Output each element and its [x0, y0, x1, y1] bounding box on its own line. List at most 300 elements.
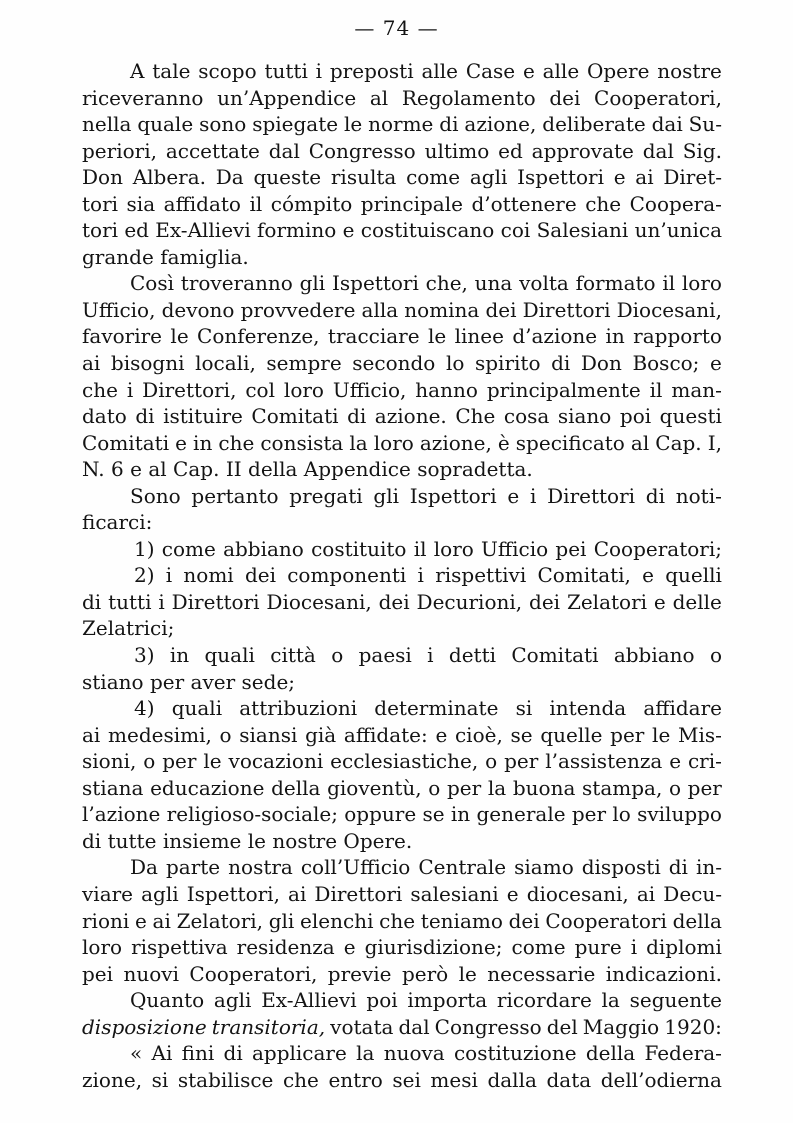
word: e	[130, 457, 142, 482]
word: ed	[124, 218, 149, 243]
text-line	[82, 801, 722, 828]
word: Cooperatori;	[593, 536, 722, 561]
word: costituiscano	[360, 218, 495, 243]
word: diplomi	[646, 935, 722, 960]
word: loro	[283, 377, 324, 402]
word: I,	[707, 430, 722, 455]
word: educazione	[150, 775, 265, 800]
word: azione.	[374, 404, 447, 429]
word: hanno	[415, 377, 478, 402]
word: lo	[612, 802, 631, 827]
word: pei	[555, 536, 587, 561]
word: che,	[425, 271, 468, 296]
word: le	[170, 324, 189, 349]
word: rioni	[82, 908, 130, 933]
word: questi	[659, 404, 722, 429]
word: di	[223, 1041, 243, 1066]
word: dei	[378, 589, 410, 614]
word: per	[571, 802, 607, 827]
word: una	[474, 271, 513, 296]
text-line	[82, 934, 722, 961]
word: delle	[672, 589, 722, 614]
word: linee	[454, 324, 504, 349]
text-line	[82, 138, 722, 165]
word: alla	[361, 297, 399, 322]
word: il	[649, 377, 663, 402]
word: disposizione	[82, 1014, 207, 1039]
word: Ufficio	[481, 536, 549, 561]
word: componenti	[287, 563, 407, 588]
word: nostra	[228, 855, 293, 880]
word: Coopera-	[629, 191, 722, 216]
word: noti-	[675, 483, 722, 508]
text-line	[82, 483, 722, 510]
word: elenchi	[300, 908, 374, 933]
word: detti	[448, 643, 497, 668]
word: Decurioni,	[416, 589, 523, 614]
word: ai	[82, 722, 101, 747]
word: favorire	[82, 324, 163, 349]
word: principalmente	[486, 377, 641, 402]
word: tracciare	[327, 324, 420, 349]
text-line	[82, 58, 722, 85]
word: «	[130, 1041, 143, 1066]
word: 1)	[134, 536, 155, 561]
word: Ispettori	[409, 483, 497, 508]
word: pure	[574, 935, 622, 960]
text-line	[82, 775, 722, 802]
word: per	[504, 749, 539, 774]
word: rispettivi	[435, 563, 527, 588]
word: ultimo	[424, 138, 490, 163]
word: o	[668, 775, 682, 800]
word: norme	[368, 112, 434, 137]
word: Cooperatori	[545, 908, 667, 933]
word: per	[447, 775, 482, 800]
word: grande	[82, 244, 154, 269]
word: sia	[126, 191, 156, 216]
word: Comitati	[511, 643, 599, 668]
word: ai	[82, 351, 101, 376]
word: già	[305, 722, 337, 747]
body-text	[82, 58, 722, 1093]
word: coll’Ufficio	[300, 855, 411, 880]
word: della	[248, 457, 298, 482]
word: quale	[137, 112, 194, 137]
text-line	[82, 562, 722, 589]
word: o	[485, 749, 498, 774]
word: dai	[651, 112, 683, 137]
word: Direttori	[522, 297, 611, 322]
word: al	[148, 457, 167, 482]
word: e	[507, 483, 520, 508]
word: insieme	[162, 828, 242, 853]
text-line	[82, 695, 722, 722]
word: in	[169, 643, 190, 668]
word: Albera.	[132, 165, 207, 190]
text-line	[82, 1014, 722, 1041]
text-line	[82, 1040, 722, 1067]
word: o	[143, 749, 156, 774]
word: di	[645, 483, 665, 508]
word: quali	[204, 643, 255, 668]
word: Da	[130, 855, 158, 880]
word: di	[135, 404, 155, 429]
word: gli	[373, 483, 400, 508]
word: dato	[82, 404, 127, 429]
word: II	[225, 457, 242, 482]
text-line	[82, 987, 722, 1014]
word: di	[82, 828, 102, 853]
word: nomi	[183, 563, 234, 588]
word: determinate	[374, 696, 499, 721]
text-line	[82, 430, 722, 457]
word: gli	[299, 271, 326, 296]
word: e	[343, 935, 356, 960]
text-line	[82, 908, 722, 935]
word: quelli	[665, 563, 722, 588]
text-line	[82, 164, 722, 191]
word: Ispettori	[517, 165, 604, 190]
word: o	[331, 643, 344, 668]
word: per	[149, 669, 185, 694]
word: e	[613, 165, 626, 190]
word: 6	[110, 457, 124, 482]
word: cioè,	[454, 722, 503, 747]
word: entro	[328, 1067, 383, 1092]
word: spirito	[474, 351, 541, 376]
word: i	[417, 563, 424, 588]
word: Sig.	[682, 138, 722, 163]
word: Congresso	[308, 138, 416, 163]
word: e	[522, 59, 535, 83]
word: le	[427, 324, 447, 349]
word: secondo	[352, 351, 436, 376]
word: sei	[392, 1067, 421, 1092]
word: scopo	[198, 59, 257, 83]
word: per	[687, 775, 722, 800]
text-line	[82, 377, 722, 404]
word: e	[134, 908, 147, 933]
word: che	[218, 430, 255, 455]
word: lo	[445, 351, 465, 376]
word: man-	[671, 377, 722, 402]
word: la	[601, 988, 620, 1013]
word: loro	[681, 271, 722, 296]
word: giurisdizione;	[364, 935, 503, 960]
word: Comitati,	[537, 563, 631, 588]
word: i	[158, 589, 165, 614]
word: Mis-	[677, 722, 722, 747]
word: previe	[327, 961, 392, 986]
word: Diret-	[663, 165, 722, 190]
word: sviluppo	[637, 802, 722, 827]
text-line	[82, 961, 722, 988]
word: Don	[82, 165, 123, 190]
word: siamo	[514, 855, 574, 880]
word: pregati	[289, 483, 363, 508]
word: residenza	[236, 935, 335, 960]
word: d’azione	[512, 324, 598, 349]
word: dal	[398, 1014, 430, 1039]
word: gioventù,	[327, 775, 422, 800]
word: Decu-	[663, 881, 722, 906]
text-line	[82, 85, 722, 112]
word: stabilisce	[177, 1067, 274, 1092]
word: loro	[82, 935, 123, 960]
word: rapporto	[633, 324, 722, 349]
word: periori,	[82, 138, 157, 163]
word: o	[219, 722, 232, 747]
word: costituzione	[453, 1041, 577, 1066]
word: alle	[421, 59, 458, 83]
word: nostre	[272, 828, 338, 853]
word: disposti	[581, 855, 661, 880]
text-line	[82, 615, 722, 642]
word: zione,	[82, 1067, 143, 1092]
word: come	[511, 935, 566, 960]
word: e	[342, 218, 355, 243]
text-line	[82, 323, 722, 350]
word: agli	[141, 881, 179, 906]
word: tale	[152, 59, 191, 83]
word: sede;	[241, 669, 296, 694]
word: di	[347, 404, 367, 429]
word: quelle	[540, 722, 603, 747]
word: i	[529, 483, 537, 508]
word: dei	[485, 297, 517, 322]
word: per	[610, 722, 645, 747]
word: che	[82, 377, 118, 402]
text-line	[82, 403, 722, 430]
word: necessarie	[487, 961, 596, 986]
text-line	[82, 1067, 722, 1094]
word: della	[271, 775, 321, 800]
word: parte	[165, 855, 221, 880]
word: Opere	[586, 59, 650, 83]
word: riceveranno	[82, 85, 204, 110]
word: famiglia.	[160, 244, 249, 269]
word: di	[439, 112, 459, 137]
word: però	[401, 961, 449, 986]
text-line	[82, 509, 722, 536]
word: Federa-	[644, 1041, 722, 1066]
word: mesi	[430, 1067, 478, 1092]
word: azione,	[419, 430, 492, 455]
word: teniamo	[420, 908, 503, 933]
word: e	[642, 563, 654, 588]
word: siano	[557, 404, 612, 429]
word: i	[315, 59, 323, 83]
word: nomina	[404, 297, 480, 322]
word: paesi	[358, 643, 412, 668]
word: e	[669, 749, 682, 774]
word: i	[126, 377, 134, 402]
text-line	[82, 881, 722, 908]
word: un’Appendice	[217, 85, 357, 110]
word: che	[379, 908, 416, 933]
word: d’ottenere	[471, 191, 577, 216]
word: Quanto	[130, 988, 205, 1013]
word: stampa,	[582, 775, 663, 800]
word: sono	[199, 112, 247, 137]
word: aver	[190, 669, 236, 694]
word: provvedere	[240, 297, 356, 322]
word: ficarci:	[82, 510, 153, 535]
word: sempre	[266, 351, 342, 376]
word: troveranno	[180, 271, 293, 296]
word: deliberate	[542, 112, 646, 137]
word: le	[343, 112, 363, 137]
word: dalla	[487, 1067, 537, 1092]
word: che	[585, 191, 622, 216]
word: le	[458, 961, 477, 986]
word: Zelatori,	[176, 908, 264, 933]
word: poi	[619, 404, 652, 429]
word: Da	[215, 165, 244, 190]
word: Cap.	[655, 430, 702, 455]
word: intenda	[549, 696, 627, 721]
word: dei	[529, 589, 561, 614]
word: fini	[181, 1041, 215, 1066]
word: dal	[268, 138, 300, 163]
word: consista	[260, 430, 344, 455]
word: di	[668, 855, 688, 880]
word: città	[270, 643, 316, 668]
text-line	[82, 589, 722, 616]
word: Don	[580, 351, 622, 376]
word: A	[130, 59, 145, 83]
word: i	[630, 935, 638, 960]
word: tori	[82, 218, 119, 243]
word: ricordare	[496, 988, 592, 1013]
word: approvate	[531, 138, 634, 163]
text-line	[82, 244, 722, 271]
word: tutti	[264, 59, 308, 83]
word: loro	[433, 536, 474, 561]
word: Direttori	[314, 881, 403, 906]
word: il	[413, 536, 427, 561]
word: Diocesani,	[616, 297, 722, 322]
word: importa	[407, 988, 488, 1013]
text-line	[82, 111, 722, 138]
word: Appendice	[303, 457, 411, 482]
word: sopradetta.	[417, 457, 533, 482]
word: per	[162, 749, 197, 774]
word: ai	[635, 165, 654, 190]
word: azione,	[464, 112, 537, 137]
word: della	[672, 908, 722, 933]
word: in	[450, 802, 471, 827]
word: affidate:	[343, 722, 428, 747]
word: medesimi,	[108, 722, 212, 747]
word: Congresso	[434, 1014, 542, 1039]
page-number: — 74 —	[354, 16, 439, 40]
word: e	[175, 430, 187, 455]
word: transitoria,	[211, 1014, 326, 1039]
word: Centrale	[418, 855, 507, 880]
word: che	[282, 1067, 319, 1092]
word: della	[585, 1041, 636, 1066]
word: Zelatori	[566, 589, 648, 614]
word: come	[406, 165, 461, 190]
word: poi	[366, 988, 398, 1013]
word: siansi	[239, 722, 298, 747]
word: in	[193, 430, 213, 455]
word: risulta	[330, 165, 397, 190]
word: al	[630, 430, 650, 455]
word: agli	[213, 988, 252, 1013]
word: e	[506, 881, 519, 906]
word: specificato	[515, 430, 625, 455]
text-line	[82, 854, 722, 881]
word: abbiano	[613, 643, 695, 668]
word: data	[546, 1067, 592, 1092]
word: ai	[288, 881, 307, 906]
word: N.	[82, 457, 105, 482]
word: Ufficio,	[82, 297, 156, 322]
word: attribuzioni	[239, 696, 358, 721]
word: queste	[253, 165, 322, 190]
word: cri-	[687, 749, 722, 774]
word: pertanto	[191, 483, 279, 508]
word: è	[497, 430, 510, 455]
word: formino	[257, 218, 337, 243]
word: ed	[498, 138, 523, 163]
word: viare	[82, 881, 134, 906]
text-line	[82, 350, 722, 377]
word: seguente	[629, 988, 722, 1013]
word: Direttori	[547, 483, 636, 508]
word: locali,	[195, 351, 256, 376]
word: dal	[642, 138, 674, 163]
word: 2)	[134, 563, 155, 588]
word: dei	[508, 908, 540, 933]
word: formato	[575, 271, 656, 296]
word: si	[515, 696, 533, 721]
text-line	[82, 722, 722, 749]
word: tutte	[107, 828, 157, 853]
word: e	[653, 589, 666, 614]
word: abbiano	[223, 536, 304, 561]
word: affidato	[163, 191, 241, 216]
word: devono	[161, 297, 235, 322]
word: vocazioni	[228, 749, 324, 774]
text-line	[82, 456, 722, 483]
word: oppure	[344, 802, 417, 827]
word: tori	[82, 191, 119, 216]
word: Case	[465, 59, 516, 83]
word: volta	[519, 271, 569, 296]
word: e	[710, 351, 722, 376]
word: rispettiva	[131, 935, 228, 960]
word: diocesani,	[526, 881, 629, 906]
text-line	[82, 191, 722, 218]
word: Bosco;	[632, 351, 700, 376]
text-line	[82, 217, 722, 244]
word: Ufficio,	[332, 377, 407, 402]
word: Comitati	[251, 404, 339, 429]
word: tutti	[108, 589, 152, 614]
word: in	[605, 324, 625, 349]
word: religioso-sociale;	[166, 802, 338, 827]
word: del	[546, 1014, 578, 1039]
word: ai	[636, 881, 656, 906]
word: l’azione	[82, 802, 161, 827]
word: si	[151, 1067, 169, 1092]
word: nostre	[657, 59, 722, 83]
word: istituire	[163, 404, 243, 429]
